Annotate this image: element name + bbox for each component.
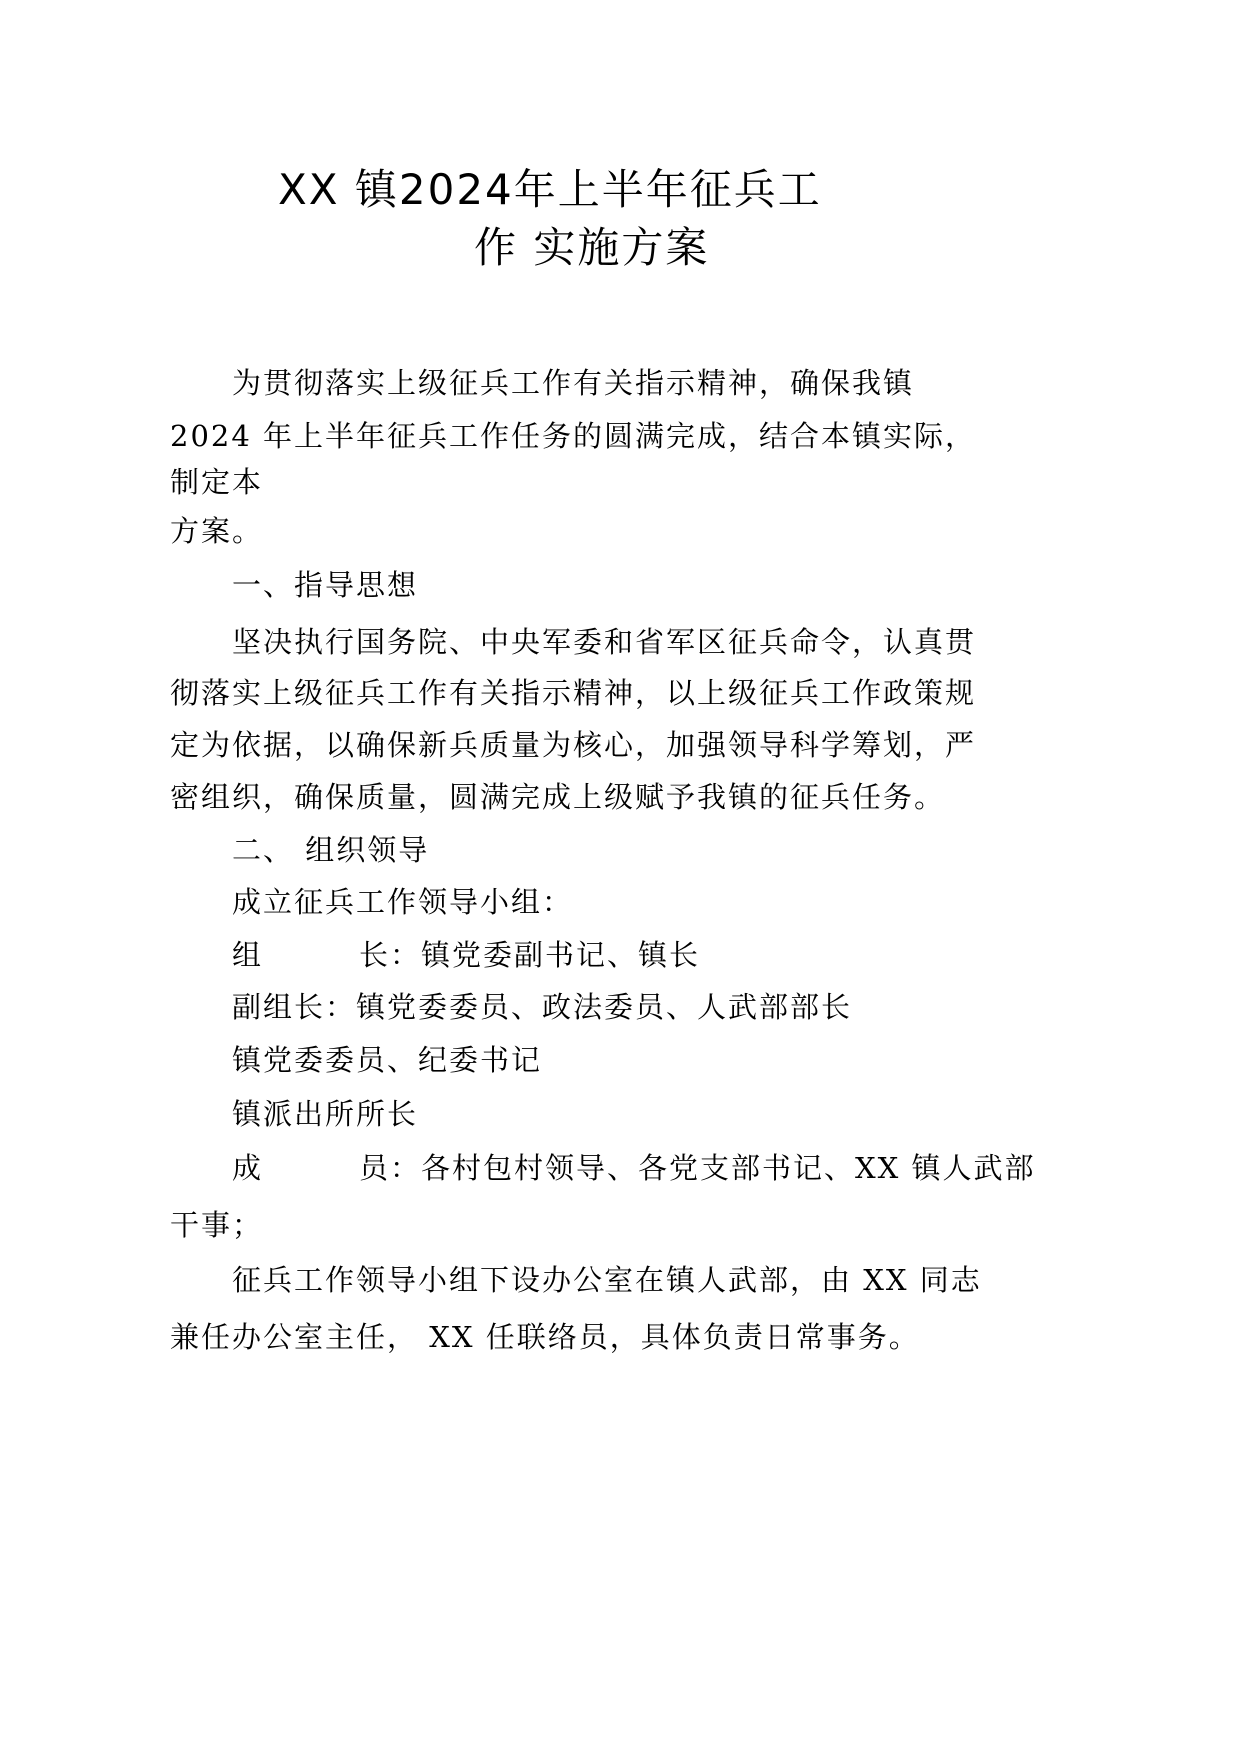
section-1-line-1: 坚决执行国务院、中央军委和省军区征兵命令，认真贯 [232,625,977,659]
section-1-heading: 一、指导思想 [232,568,419,602]
members-line-1 [232,1148,1036,1188]
leader-role-char-2: 长： [359,938,422,972]
deputy-line-1: 副组长：镇党委委员、政法委员、人武部部长 [232,990,853,1024]
leader-role-char-1: 组 [232,938,264,972]
document-title-line-1: XX 镇2024年上半年征兵工 [278,165,822,214]
intro-line-1: 为贯彻落实上级征兵工作有关指示精神，确保我镇 [232,366,915,400]
leader-line [232,935,700,975]
section-1-line-3: 定为依据，以确保新兵质量为核心，加强领导科学筹划，严 [170,728,977,762]
deputy-line-2: 镇党委委员、纪委书记 [232,1043,543,1077]
deputy-line-3: 镇派出所所长 [232,1097,419,1131]
members-role-char-2: 员： [359,1151,422,1185]
members-list: 各村包村领导、各党支部书记、XX 镇人武部 [421,1151,1036,1185]
document-title-line-2: 作 实施方案 [474,223,710,272]
members-line-2: 干事； [170,1208,264,1242]
members-role-char-1: 成 [232,1151,264,1185]
leader-members: 镇党委副书记、镇长 [421,938,701,972]
intro-line-3: 制定本 [170,465,264,499]
section-1-line-4: 密组织，确保质量，圆满完成上级赋予我镇的征兵任务。 [170,780,946,814]
intro-line-2: 2024 年上半年征兵工作任务的圆满完成，结合本镇实际， [170,419,977,453]
intro-line-4: 方案。 [170,514,264,548]
section-2-heading: 二、 组织领导 [232,833,430,867]
group-intro: 成立征兵工作领导小组： [232,885,574,919]
office-line-1: 征兵工作领导小组下设办公室在镇人武部，由 XX 同志 [232,1263,982,1297]
office-line-2: 兼任办公室主任， XX 任联络员，具体负责日常事务。 [170,1320,920,1354]
section-1-line-2: 彻落实上级征兵工作有关指示精神，以上级征兵工作政策规 [170,676,977,710]
